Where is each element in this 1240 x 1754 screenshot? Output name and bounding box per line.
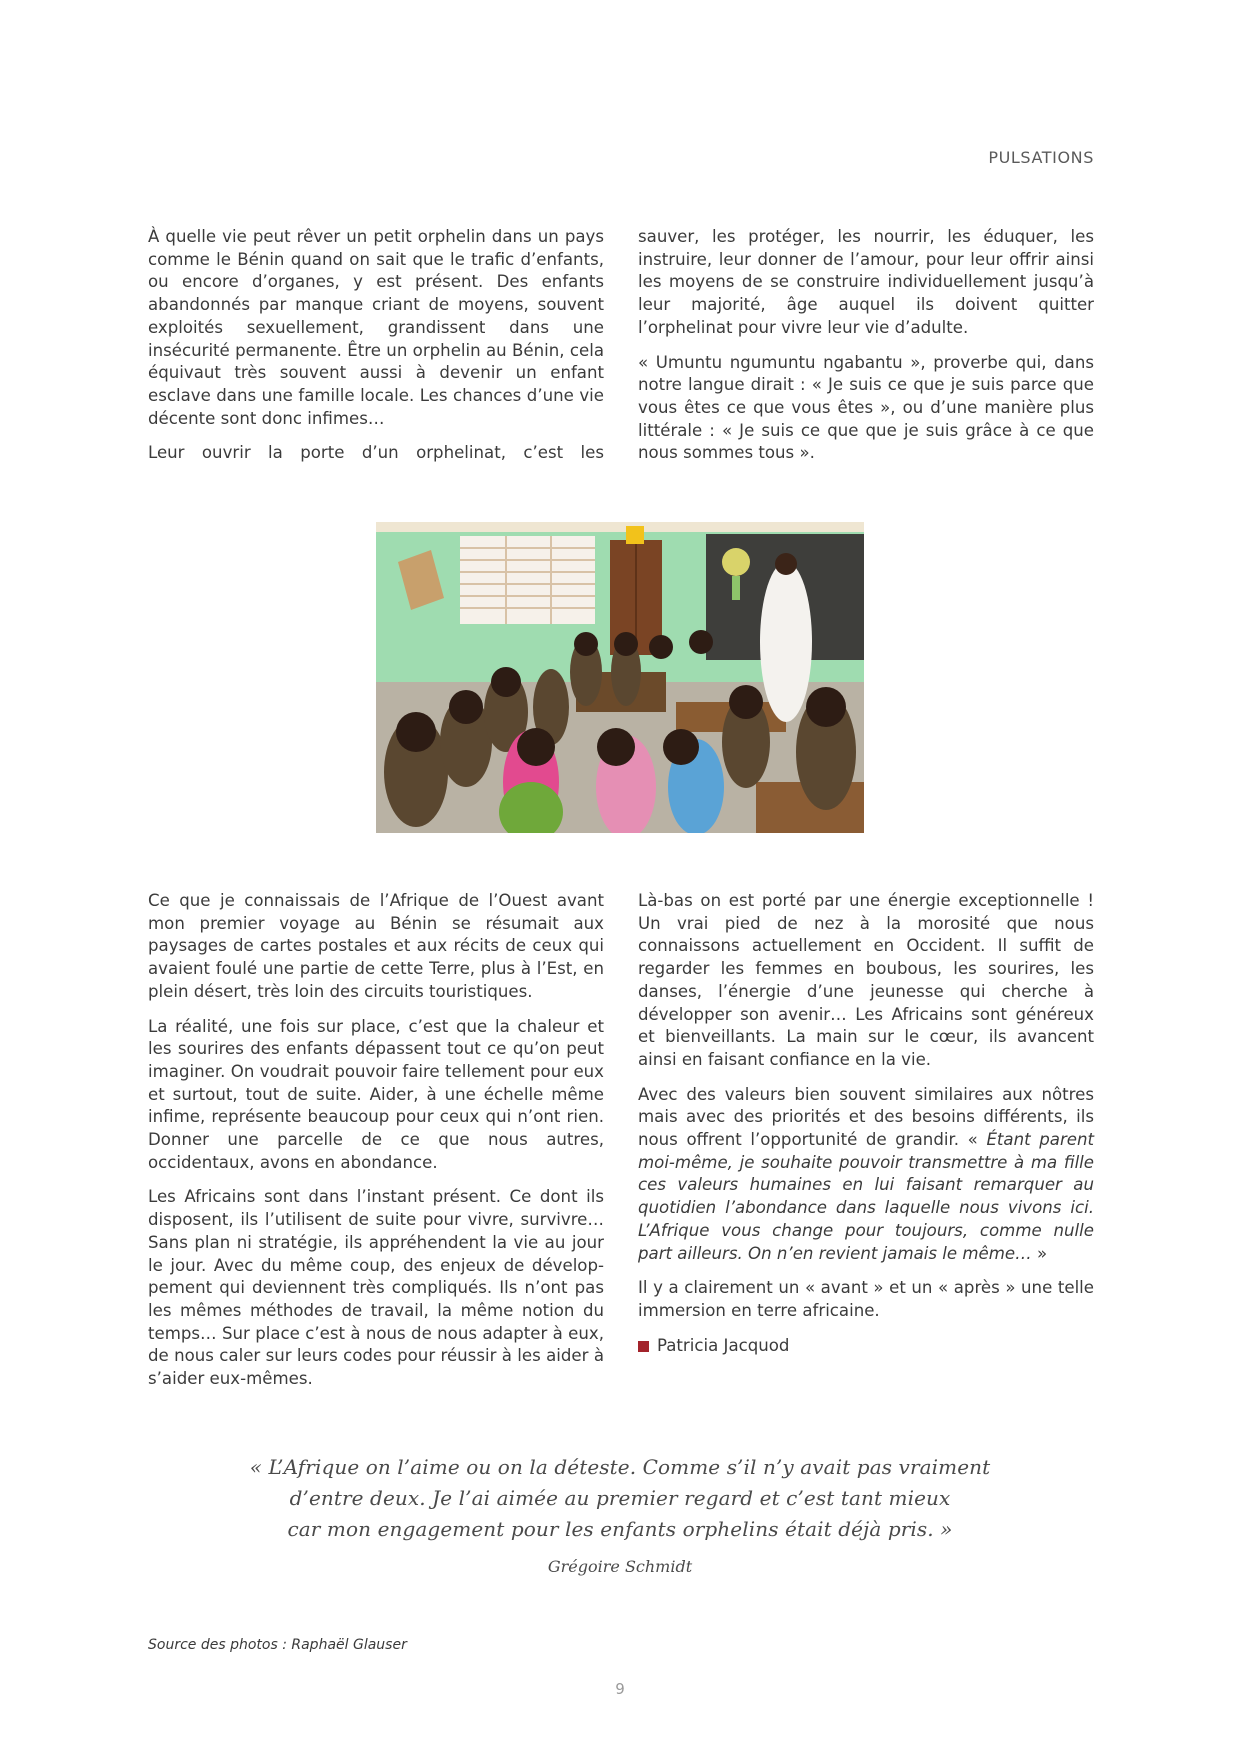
article-column-top-right <box>638 226 1094 477</box>
paragraph: sauver, les protéger, les nourrir, les éduquer, les instruire, leur donner de l’amour, pour leur offrir ainsi les moyens de se construire individuellement jusqu’à leur majorité, âge auquel ils doivent quitter l’orphelinat pour vivre leur vie d’adulte. <box>638 227 1094 337</box>
paragraph: À quelle vie peut rêver un petit orphelin dans un pays comme le Bénin quand on sait que le trafic d’enfants, ou encore d’organes, y est présent. Des enfants abandonnés par manque criant de moyens, souvent exploités sexuellement, grandissent dans une insécurité permanente. Être un orphelin au Bénin, cela équivaut très souvent aussi à devenir un enfant esclave dans une famille locale. Les chances d’une vie décente sont donc infimes… <box>148 227 604 428</box>
paragraph: Là-bas on est porté par une énergie exceptionnelle ! Un vrai pied de nez à la morosité que nous connaissons actuellement en Occident. Il suffit de regarder les femmes en boubous, les sourires, les danses, l’énergie d’une jeunesse qui cherche à développer son avenir… Les Africains sont généreux et bienveillants. La main sur le cœur, ils avancent ainsi en faisant confiance en la vie. <box>638 891 1094 1069</box>
article-column-bottom-left <box>148 890 604 1403</box>
inline-quote: Étant parent moi-même, je souhaite pouvoir transmettre à ma fille ces valeurs humaines en lui faisant remarquer au quotidien l’abondance dans laquelle nous vivons ici. L’Afrique vous change pour toujours, comme nulle part ailleurs. On n’en revient jamais le même… <box>638 1130 1094 1263</box>
pull-quote-line: car mon engagement pour les enfants orphelins était déjà pris. » <box>287 1517 953 1541</box>
pull-quote-line: d’entre deux. Je l’ai aimée au premier regard et c’est tant mieux <box>289 1486 951 1510</box>
author-name: Patricia Jacquod <box>657 1335 790 1355</box>
article-column-bottom-right <box>638 890 1094 1357</box>
page-number: 9 <box>615 1680 625 1698</box>
paragraph: « Umuntu ngumuntu ngabantu », proverbe qui, dans notre langue dirait : « Je suis ce que je suis parce que vous êtes ce que vous êtes », ou d’une manière plus littérale : « Je suis ce que que je suis grâce à ce que nous sommes tous ». <box>638 352 1094 463</box>
paragraph: Leur ouvrir la porte d’un orphelinat, c’est les <box>148 443 604 463</box>
paragraph-text: Avec des valeurs bien souvent similaires aux nôtres mais avec des priorités et des besoins différents, ils nous offrent l’opportunité de grandir. « <box>638 1084 1094 1150</box>
classroom-photo <box>376 522 864 833</box>
article-column-top-left <box>148 226 604 477</box>
square-bullet-icon <box>638 1341 649 1352</box>
quote-close: » <box>1031 1243 1048 1263</box>
paragraph-with-quote <box>638 1084 1094 1266</box>
photo-image <box>376 522 864 833</box>
photo-credit: Source des photos : Raphaël Glauser <box>148 1637 407 1653</box>
paragraph: Il y a clairement un « avant » et un « après » une telle immersion en terre africaine. <box>638 1278 1094 1320</box>
pull-quote-line: « L’Afrique on l’aime ou on la déteste. Comme s’il n’y avait pas vraiment <box>249 1455 991 1479</box>
section-header: PULSATIONS <box>988 148 1094 167</box>
pull-quote <box>200 1452 1040 1576</box>
author-signature <box>638 1335 1094 1358</box>
paragraph: La réalité, une fois sur place, c’est que la chaleur et les sourires des enfants dépassent tout ce qu’on peut imaginer. On voudrait pouvoir faire tellement pour eux et surtout, tout de suite. Aider, à une échelle même infime, représente beaucoup pour ceux qui n’ont rien. Donner une parcelle de ce que nous autres, occidentaux, avons en abondance. <box>148 1016 604 1172</box>
pull-quote-author: Grégoire Schmidt <box>547 1557 693 1576</box>
paragraph: Ce que je connaissais de l’Afrique de l’Ouest avant mon premier voyage au Bénin se résumait aux paysages de cartes postales et aux récits de ceux qui avaient foulé une partie de cette Terre, plus à l’Est, en plein désert, très loin des circuits touristiques. <box>148 891 604 1001</box>
paragraph: Les Africains sont dans l’instant présent. Ce dont ils disposent, ils l’utilisent de suite pour vivre, survivre… Sans plan ni stratégie, ils appréhendent la vie au jour le jour. Avec du même coup, des enjeux de développement qui deviennent très compliqués. Ils n’ont pas les mêmes méthodes de travail, la même notion du temps… Sur place c’est à nous de nous adapter à eux, de nous caler sur leurs codes pour réussir à les aider à s’aider eux-mêmes. <box>148 1187 604 1389</box>
